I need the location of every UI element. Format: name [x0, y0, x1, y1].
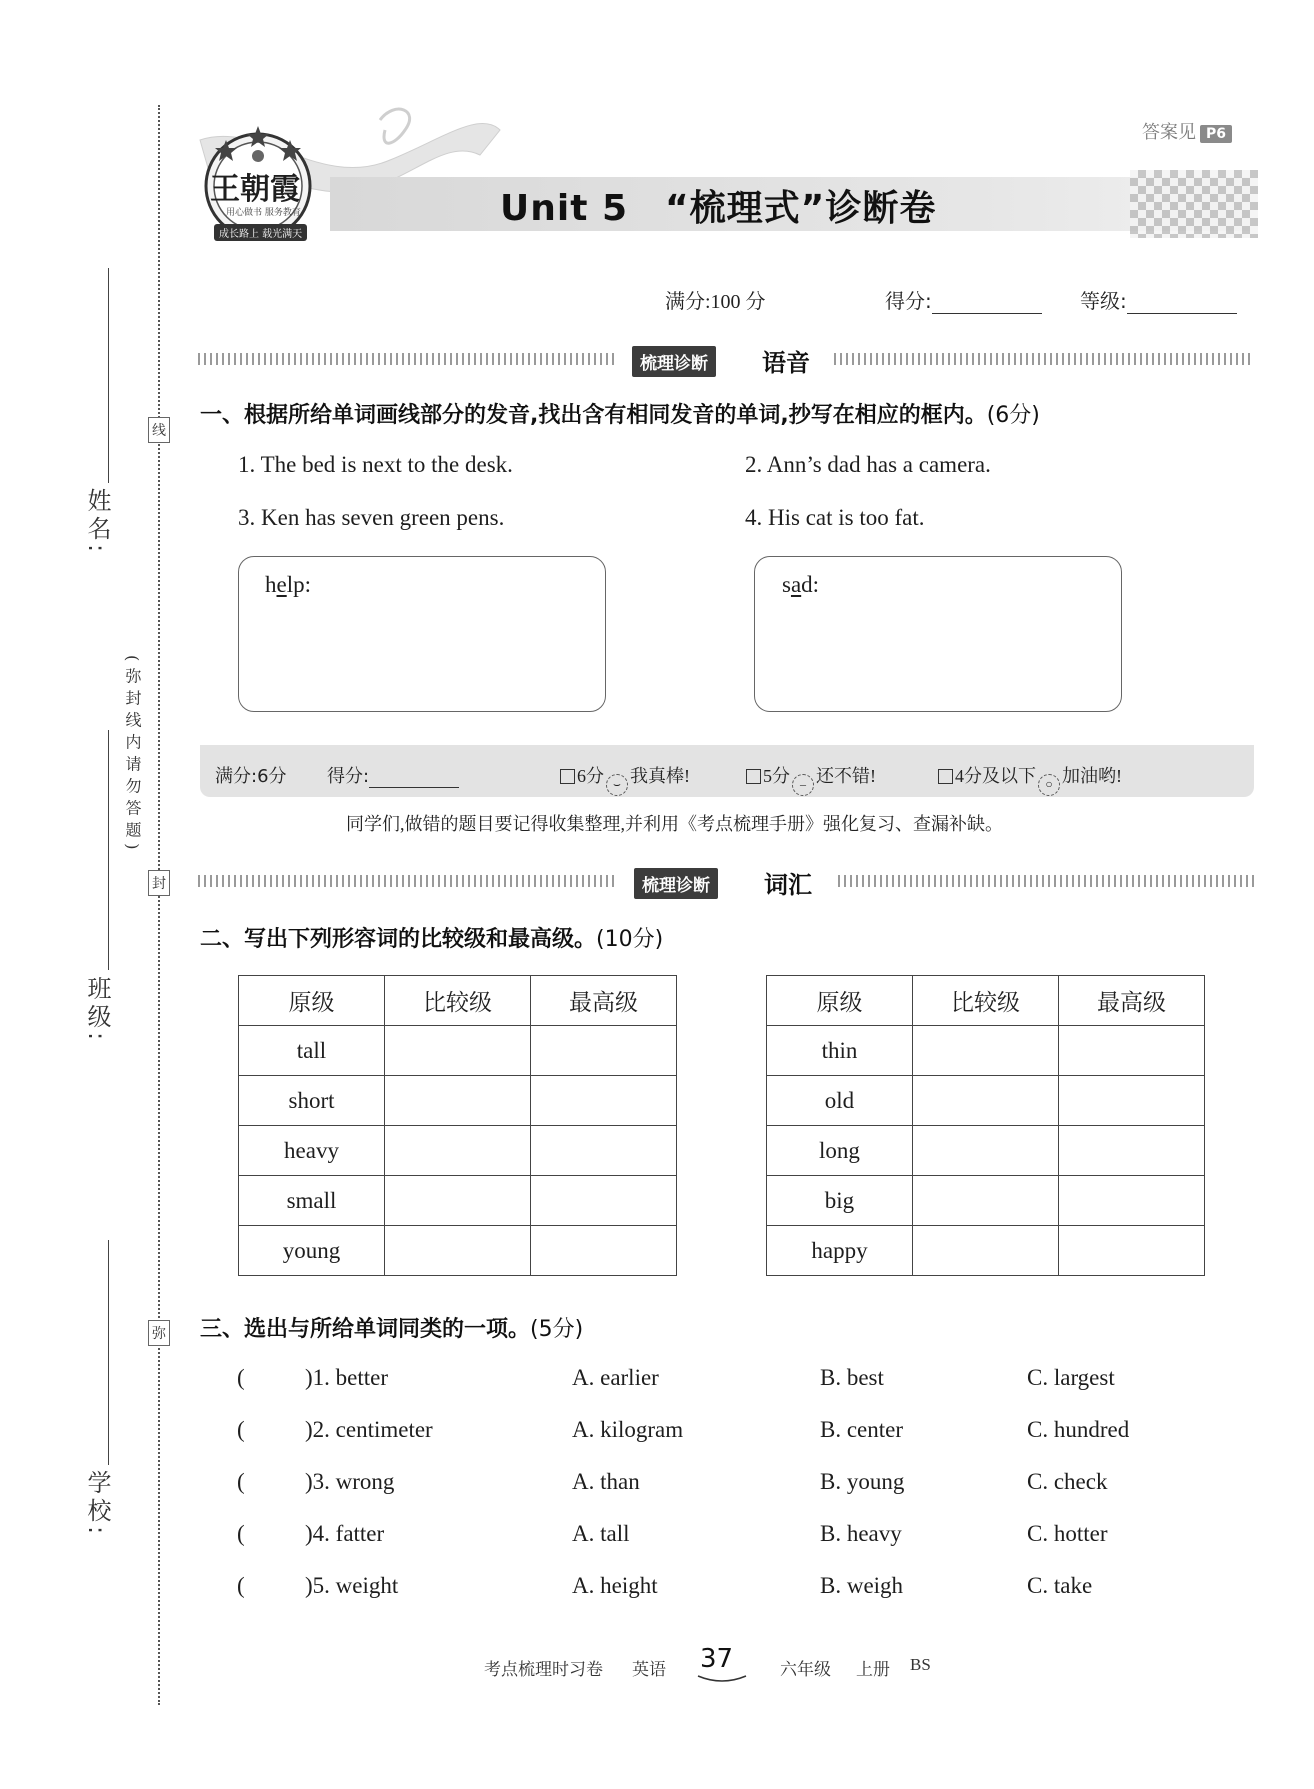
choice-1-b: B. best — [820, 1365, 884, 1390]
choice-1-a: A. earlier — [572, 1365, 659, 1390]
answer-ref-label: 答案见 — [1142, 122, 1196, 143]
comparative-blank[interactable] — [913, 1176, 1059, 1226]
superlative-blank[interactable] — [531, 1076, 677, 1126]
table-row — [767, 1026, 1205, 1076]
choice-3-b: B. young — [820, 1469, 905, 1494]
sad-pre: s — [782, 572, 791, 597]
choice-2-b: B. center — [820, 1417, 904, 1442]
sentence-1: 1. The bed is next to the desk. — [238, 452, 513, 477]
comparative-table-right — [766, 975, 1205, 1276]
level-2-text: 还不错! — [816, 766, 876, 786]
superlative-blank[interactable] — [1059, 1026, 1205, 1076]
base-word: tall — [239, 1026, 385, 1076]
grade-field — [1080, 285, 1237, 314]
choice-5-b: B. weigh — [820, 1573, 904, 1598]
seal-mark-xian: 线 — [148, 417, 170, 443]
table-row — [767, 1176, 1205, 1226]
sentence-3: 3. Ken has seven green pens. — [238, 505, 505, 530]
table-row — [239, 1126, 677, 1176]
brand-logo — [196, 120, 320, 244]
page-number: 37 — [700, 1644, 734, 1674]
choice-paren-1[interactable]: ( — [237, 1365, 245, 1390]
page-title: Unit 5 “梳理式”诊断卷 — [500, 188, 937, 229]
grade-label: 等级: — [1080, 289, 1127, 313]
header-base: 原级 — [767, 976, 913, 1026]
name-underline — [108, 268, 109, 483]
grade-blank[interactable] — [1127, 294, 1237, 314]
comparative-blank[interactable] — [385, 1076, 531, 1126]
choice-stem-1: )1. better — [305, 1365, 389, 1390]
superlative-blank[interactable] — [1059, 1126, 1205, 1176]
section2-hatch-left — [198, 875, 618, 887]
score-label: 得分: — [885, 289, 932, 313]
choice-2-c: C. hundred — [1027, 1417, 1130, 1442]
choice-paren-5[interactable]: ( — [237, 1573, 245, 1598]
sentence-2: 2. Ann’s dad has a camera. — [745, 452, 991, 477]
level-1 — [560, 762, 690, 796]
choice-paren-4[interactable]: ( — [237, 1521, 245, 1546]
table-row — [239, 1026, 677, 1076]
choice-stem-3: )3. wrong — [305, 1469, 395, 1494]
score-blank[interactable] — [932, 294, 1042, 314]
answer-reference — [1142, 118, 1232, 144]
choice-paren-3[interactable]: ( — [237, 1469, 245, 1494]
sentence-4: 4. His cat is too fat. — [745, 505, 925, 530]
choice-3-c: C. check — [1027, 1469, 1108, 1494]
comparative-blank[interactable] — [385, 1226, 531, 1276]
review-tip: 同学们,做错的题目要记得收集整理,并利用《考点梳理手册》强化复习、查漏补缺。 — [346, 814, 1003, 834]
level-2 — [746, 762, 876, 796]
section1-hatch-right — [834, 353, 1254, 365]
checker-pattern — [1130, 170, 1258, 238]
full-score: 满分:100 分 — [665, 291, 766, 313]
comparative-blank[interactable] — [385, 1176, 531, 1226]
choice-stem-4: )4. fatter — [305, 1521, 385, 1546]
section2-name: 词汇 — [764, 871, 812, 899]
level-3-checkbox[interactable] — [938, 769, 953, 784]
footer-grade: 六年级 — [780, 1660, 831, 1679]
question2-title — [200, 922, 663, 953]
section1-tag: 梳理诊断 — [632, 346, 716, 377]
comparative-blank[interactable] — [913, 1026, 1059, 1076]
level-3-label: 4分及以下 — [955, 766, 1036, 786]
table-header-row — [767, 976, 1205, 1026]
help-post: lp: — [286, 572, 311, 597]
class-underline — [108, 730, 109, 970]
question1-title — [200, 398, 1040, 429]
question2-text: 二、写出下列形容词的比较级和最高级。 — [200, 927, 597, 952]
table-row — [767, 1076, 1205, 1126]
comparative-blank[interactable] — [385, 1126, 531, 1176]
header-comparative: 比较级 — [913, 976, 1059, 1026]
base-word: young — [239, 1226, 385, 1276]
answer-box-help-label — [265, 572, 311, 598]
table-row — [239, 1226, 677, 1276]
superlative-blank[interactable] — [531, 1126, 677, 1176]
sad-post: d: — [801, 572, 820, 597]
comparative-blank[interactable] — [913, 1226, 1059, 1276]
section2-tag: 梳理诊断 — [634, 868, 718, 899]
class-label: 班级: — [83, 976, 111, 1045]
table-row — [239, 1076, 677, 1126]
section1-score-field — [327, 762, 459, 788]
superlative-blank[interactable] — [531, 1176, 677, 1226]
choice-stem-5: )5. weight — [305, 1573, 399, 1598]
question3-text: 三、选出与所给单词同类的一项。 — [200, 1317, 531, 1342]
section1-hatch-left — [198, 353, 618, 365]
level-1-checkbox[interactable] — [560, 769, 575, 784]
score-field — [885, 285, 1042, 314]
table-row — [767, 1126, 1205, 1176]
question1-points: (6分) — [986, 403, 1040, 428]
binding-dotted-line — [158, 105, 160, 1705]
footer-series: 考点梳理时习卷 — [484, 1660, 603, 1679]
superlative-blank[interactable] — [1059, 1176, 1205, 1226]
seal-mark-feng: 封 — [148, 870, 170, 896]
section1-full-score: 满分:6分 — [215, 766, 287, 787]
comparative-blank[interactable] — [385, 1026, 531, 1076]
choice-5-c: C. take — [1027, 1573, 1093, 1598]
base-word: old — [767, 1076, 913, 1126]
superlative-blank[interactable] — [531, 1026, 677, 1076]
level-3 — [938, 762, 1122, 796]
level-3-text: 加油哟! — [1062, 766, 1122, 786]
cheer-face-icon: ○ — [1038, 774, 1060, 796]
school-underline — [108, 1240, 109, 1465]
choice-stem-2: )2. centimeter — [305, 1417, 433, 1442]
level-1-text: 我真棒! — [630, 766, 690, 786]
level-2-checkbox[interactable] — [746, 769, 761, 784]
page-number-underline-icon — [696, 1674, 748, 1684]
level-1-label: 6分 — [577, 766, 604, 786]
choice-4-a: A. tall — [572, 1521, 630, 1546]
footer-page-number — [700, 1644, 733, 1674]
header-superlative: 最高级 — [531, 976, 677, 1026]
header-comparative: 比较级 — [385, 976, 531, 1026]
help-underlined: e — [276, 572, 287, 597]
answer-ref-page: P6 — [1200, 125, 1232, 143]
choice-2-a: A. kilogram — [572, 1417, 684, 1442]
header-base: 原级 — [239, 976, 385, 1026]
base-word: happy — [767, 1226, 913, 1276]
base-word: short — [239, 1076, 385, 1126]
footer-subject: 英语 — [632, 1660, 666, 1679]
question1-text: 一、根据所给单词画线部分的发音,找出含有相同发音的单词,抄写在相应的框内。 — [200, 403, 987, 428]
choice-3-a: A. than — [572, 1469, 640, 1494]
header-superlative: 最高级 — [1059, 976, 1205, 1026]
choice-4-c: C. hotter — [1027, 1521, 1108, 1546]
base-word: small — [239, 1176, 385, 1226]
base-word: heavy — [239, 1126, 385, 1176]
footer-edition: BS — [910, 1655, 931, 1674]
brand-ribbon: 成长路上 载光满天 — [214, 224, 307, 241]
smile-face-icon: ⌣ — [606, 774, 628, 796]
answer-box-sad-label — [782, 572, 819, 598]
seal-note: (弥封线内请勿答题) — [123, 655, 142, 856]
choice-4-b: B. heavy — [820, 1521, 902, 1546]
sad-underlined: a — [790, 572, 802, 597]
seal-mark-mi: 弥 — [148, 1320, 170, 1346]
superlative-blank[interactable] — [531, 1226, 677, 1276]
question3-points: (5分) — [530, 1317, 584, 1342]
section1-name: 语音 — [762, 349, 810, 377]
comparative-blank[interactable] — [913, 1126, 1059, 1176]
school-label: 学校: — [83, 1470, 111, 1539]
choice-1-c: C. largest — [1027, 1365, 1115, 1390]
neutral-face-icon: – — [792, 774, 814, 796]
table-header-row — [239, 976, 677, 1026]
section2-hatch-right — [838, 875, 1254, 887]
section1-score-label: 得分: — [327, 766, 370, 787]
base-word: thin — [767, 1026, 913, 1076]
table-row — [767, 1226, 1205, 1276]
level-2-label: 5分 — [763, 766, 790, 786]
name-label: 姓名: — [83, 488, 111, 557]
question3-title — [200, 1312, 583, 1343]
brand-slogan: 用心做书 服务教育 — [226, 208, 301, 218]
brand-name: 王朝霞 — [210, 172, 300, 207]
superlative-blank[interactable] — [1059, 1226, 1205, 1276]
comparative-table-left — [238, 975, 677, 1276]
question2-points: (10分) — [596, 927, 664, 952]
choice-paren-2[interactable]: ( — [237, 1417, 245, 1442]
help-pre: h — [265, 572, 277, 597]
base-word: long — [767, 1126, 913, 1176]
footer-volume: 上册 — [856, 1660, 890, 1679]
base-word: big — [767, 1176, 913, 1226]
section1-score-blank[interactable] — [369, 768, 459, 788]
superlative-blank[interactable] — [1059, 1076, 1205, 1126]
table-row — [239, 1176, 677, 1226]
choice-5-a: A. height — [572, 1573, 658, 1598]
comparative-blank[interactable] — [913, 1076, 1059, 1126]
